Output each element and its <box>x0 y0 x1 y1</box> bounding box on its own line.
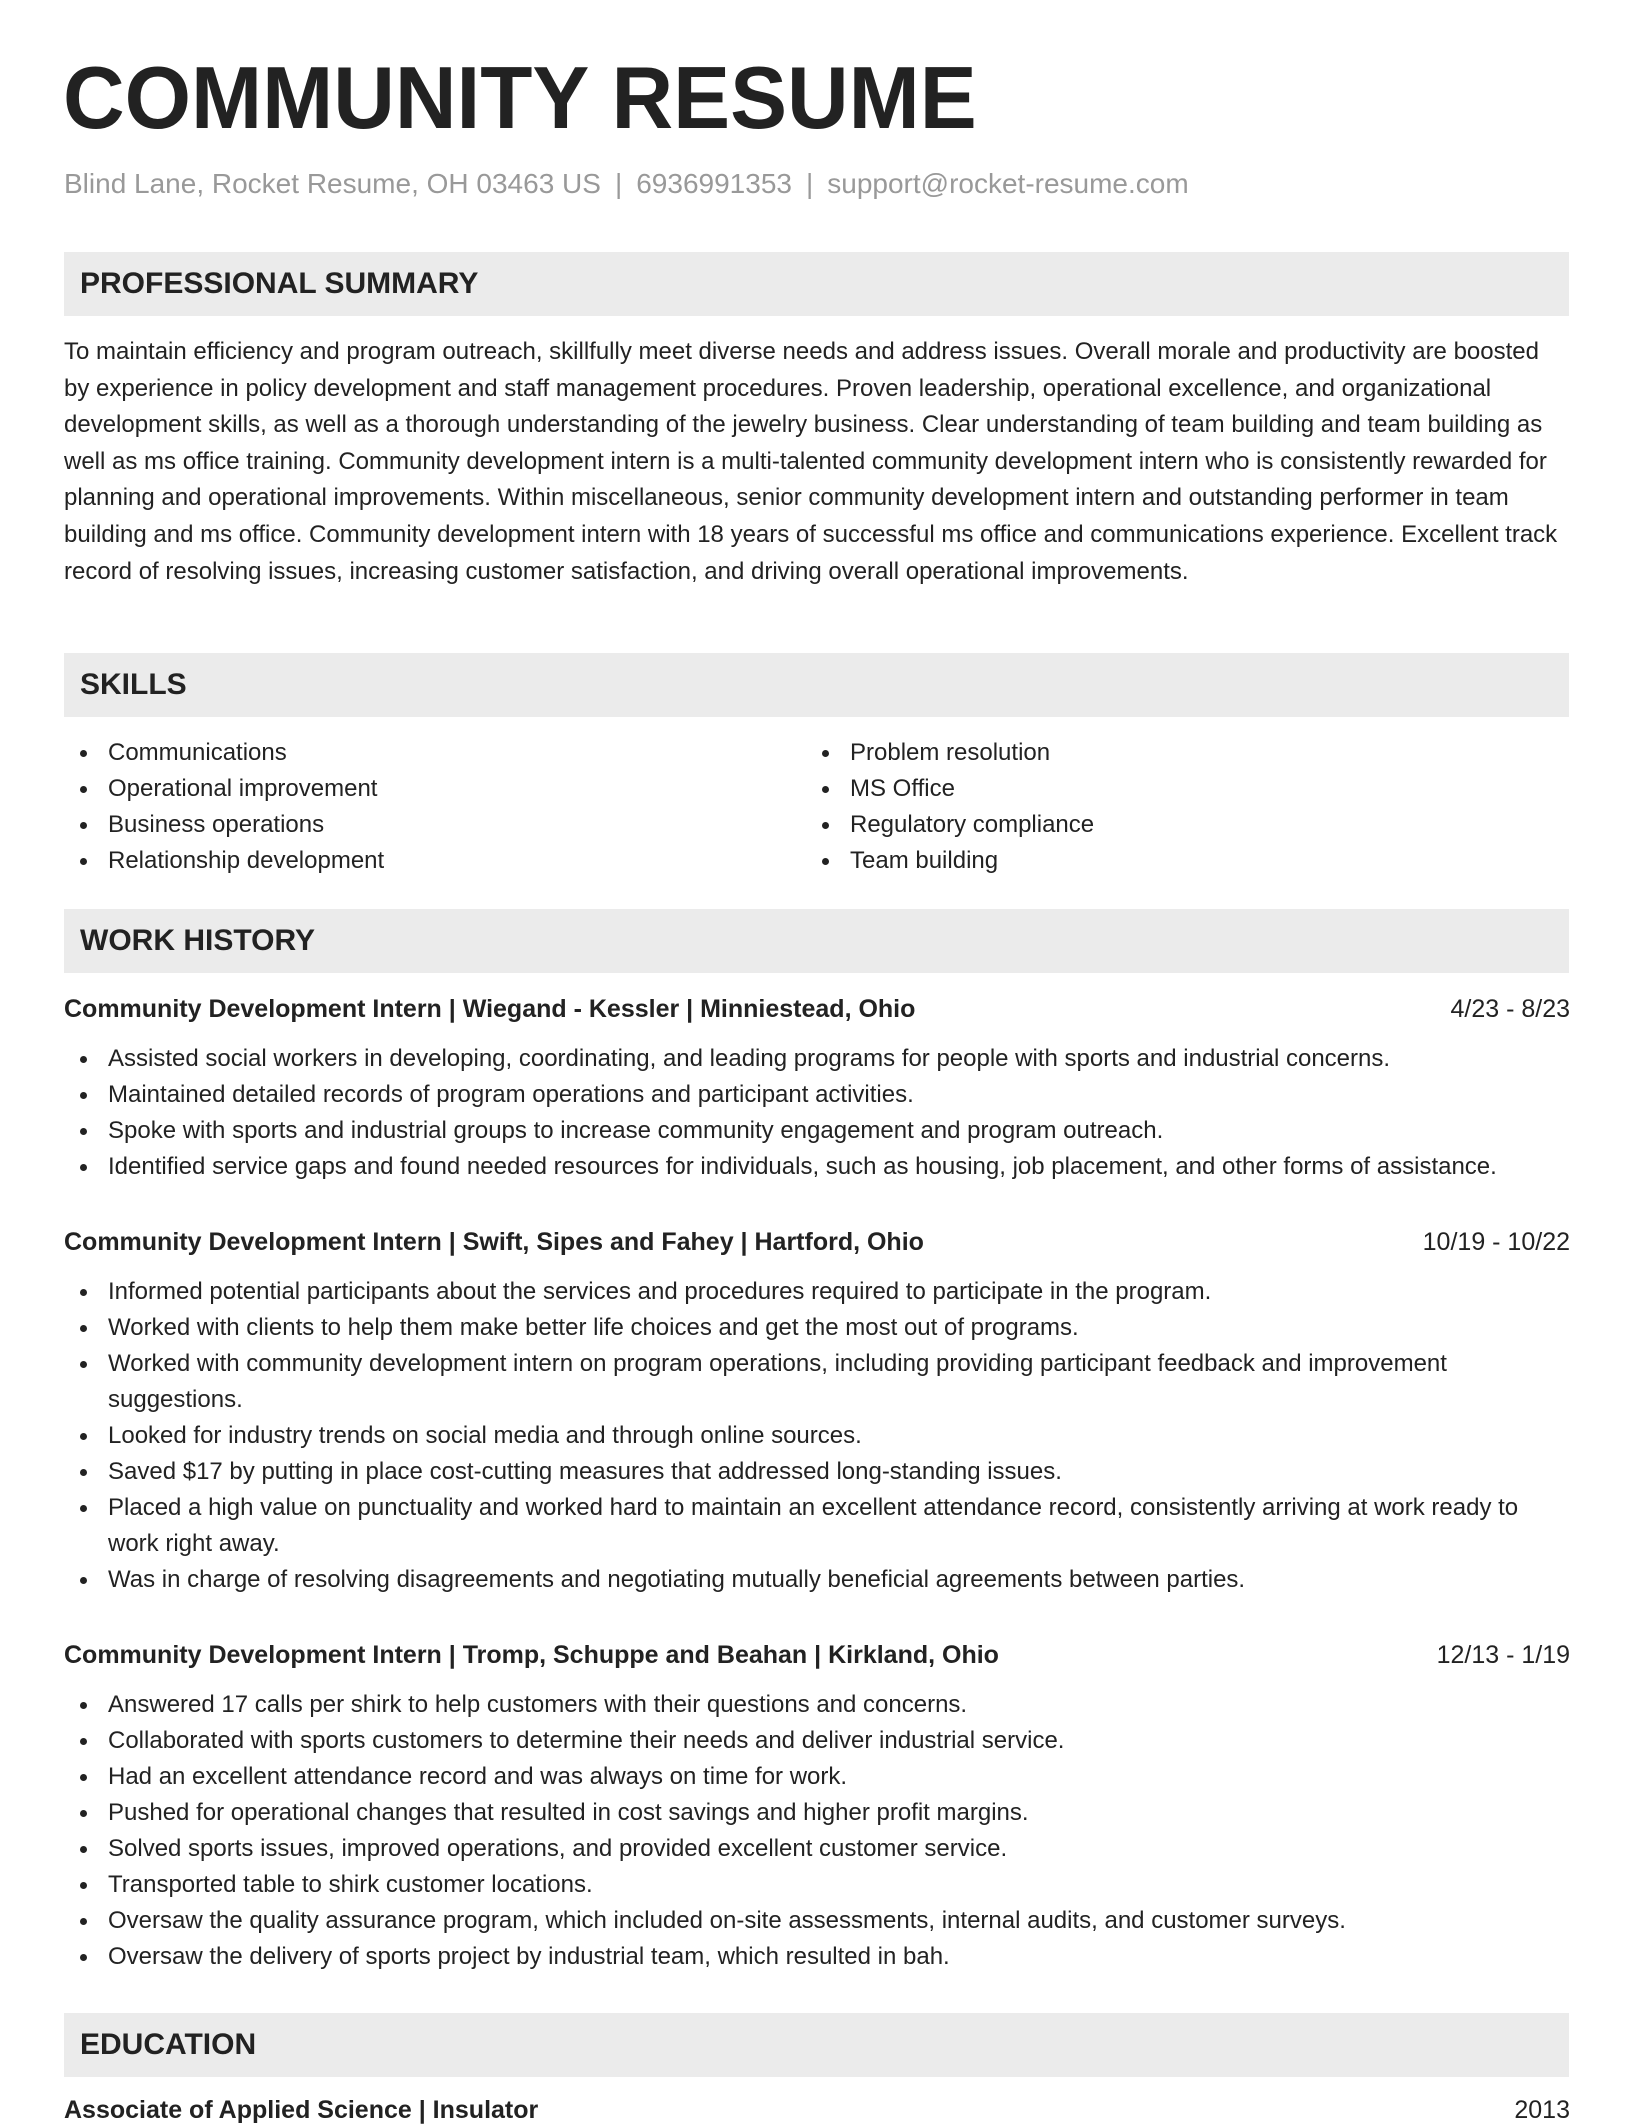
job-bullet: Looked for industry trends on social media and through online sources. <box>64 1418 1570 1454</box>
contact-separator: | <box>614 168 623 199</box>
job-bullet: Had an excellent attendance record and was always on time for work. <box>64 1759 1570 1795</box>
skills-list-left <box>64 735 384 879</box>
job-bullet: Spoke with sports and industrial groups to increase community engagement and program outreach. <box>64 1113 1570 1149</box>
job-bullet: Identified service gaps and found needed resources for individuals, such as housing, job placement, and other forms of assistance. <box>64 1149 1570 1185</box>
email-link[interactable]: support@rocket-resume.com <box>827 168 1189 199</box>
skills-list-right <box>806 735 1094 879</box>
skill-item: MS Office <box>806 771 1094 807</box>
job-bullet: Transported table to shirk customer locations. <box>64 1867 1570 1903</box>
job-bullets <box>64 1274 1570 1598</box>
job-bullet: Was in charge of resolving disagreements and negotiating mutually beneficial agreements between parties. <box>64 1562 1570 1598</box>
job-bullet: Informed potential participants about the services and procedures required to participate in the program. <box>64 1274 1570 1310</box>
skill-item: Team building <box>806 843 1094 879</box>
job-dates: 10/19 - 10/22 <box>1422 1228 1570 1256</box>
education-year: 2013 <box>1514 2096 1570 2124</box>
job-title: Community Development Intern | Tromp, Schuppe and Beahan | Kirkland, Ohio <box>64 1641 999 1669</box>
job-title: Community Development Intern | Wiegand - Kessler | Minniestead, Ohio <box>64 995 916 1023</box>
job-entry <box>64 991 1570 1185</box>
job-header <box>64 991 1570 1027</box>
education-degree: Associate of Applied Science | Insulator <box>64 2096 539 2124</box>
section-header-education: EDUCATION <box>64 2013 1569 2077</box>
job-bullet: Pushed for operational changes that resulted in cost savings and higher profit margins. <box>64 1795 1570 1831</box>
job-title: Community Development Intern | Swift, Sipes and Fahey | Hartford, Ohio <box>64 1228 924 1256</box>
summary-text: To maintain efficiency and program outreach, skillfully meet diverse needs and address issues. Overall morale and productivity are boosted by experience in policy development and staff management procedures. Proven leadership, operational excellence, and organizational development skills, as well as a thorough understanding of the jewelry business. Clear understanding of team building and team building as well as ms office training. Community development intern is a multi-talented community development intern who is consistently rewarded for planning and operational improvements. Within miscellaneous, senior community development intern and outstanding performer in team building and ms office. Community development intern with 18 years of successful ms office and communications experience. Excellent track record of resolving issues, increasing customer satisfaction, and driving overall operational improvements. <box>64 338 1558 585</box>
job-bullets <box>64 1687 1570 1975</box>
job-bullet: Placed a high value on punctuality and worked hard to maintain an excellent attendance record, consistently arriving at work ready to work right away. <box>64 1490 1570 1562</box>
job-entry <box>64 1224 1570 1598</box>
job-bullet: Maintained detailed records of program operations and participant activities. <box>64 1077 1570 1113</box>
job-bullet: Worked with community development intern on program operations, including providing participant feedback and improvement suggestions. <box>64 1346 1570 1418</box>
section-header-skills: SKILLS <box>64 653 1569 717</box>
job-header <box>64 1637 1570 1673</box>
job-bullet: Collaborated with sports customers to determine their needs and deliver industrial service. <box>64 1723 1570 1759</box>
job-bullet: Saved $17 by putting in place cost-cutting measures that addressed long-standing issues. <box>64 1454 1570 1490</box>
candidate-name: COMMUNITY RESUME <box>63 48 977 147</box>
skill-item: Regulatory compliance <box>806 807 1094 843</box>
contact-separator: | <box>805 168 814 199</box>
job-bullet: Oversaw the delivery of sports project by industrial team, which resulted in bah. <box>64 1939 1570 1975</box>
job-bullet: Oversaw the quality assurance program, which included on-site assessments, internal audits, and customer surveys. <box>64 1903 1570 1939</box>
address: Blind Lane, Rocket Resume, OH 03463 US <box>64 168 601 199</box>
contact-line <box>64 168 1189 200</box>
skill-item: Business operations <box>64 807 384 843</box>
skill-item: Communications <box>64 735 384 771</box>
job-bullet: Worked with clients to help them make better life choices and get the most out of programs. <box>64 1310 1570 1346</box>
skill-item: Problem resolution <box>806 735 1094 771</box>
job-bullet: Answered 17 calls per shirk to help customers with their questions and concerns. <box>64 1687 1570 1723</box>
skill-item: Operational improvement <box>64 771 384 807</box>
job-bullet: Solved sports issues, improved operations, and provided excellent customer service. <box>64 1831 1570 1867</box>
section-header-summary: PROFESSIONAL SUMMARY <box>64 252 1569 316</box>
section-header-work-history: WORK HISTORY <box>64 909 1569 973</box>
job-header <box>64 1224 1570 1260</box>
job-bullet: Assisted social workers in developing, coordinating, and leading programs for people with sports and industrial concerns. <box>64 1041 1570 1077</box>
job-bullets <box>64 1041 1570 1185</box>
education-entry <box>64 2092 1570 2128</box>
job-entry <box>64 1637 1570 1975</box>
phone[interactable]: 6936991353 <box>636 168 792 199</box>
job-dates: 12/13 - 1/19 <box>1436 1641 1570 1669</box>
skill-item: Relationship development <box>64 843 384 879</box>
job-dates: 4/23 - 8/23 <box>1450 995 1570 1023</box>
